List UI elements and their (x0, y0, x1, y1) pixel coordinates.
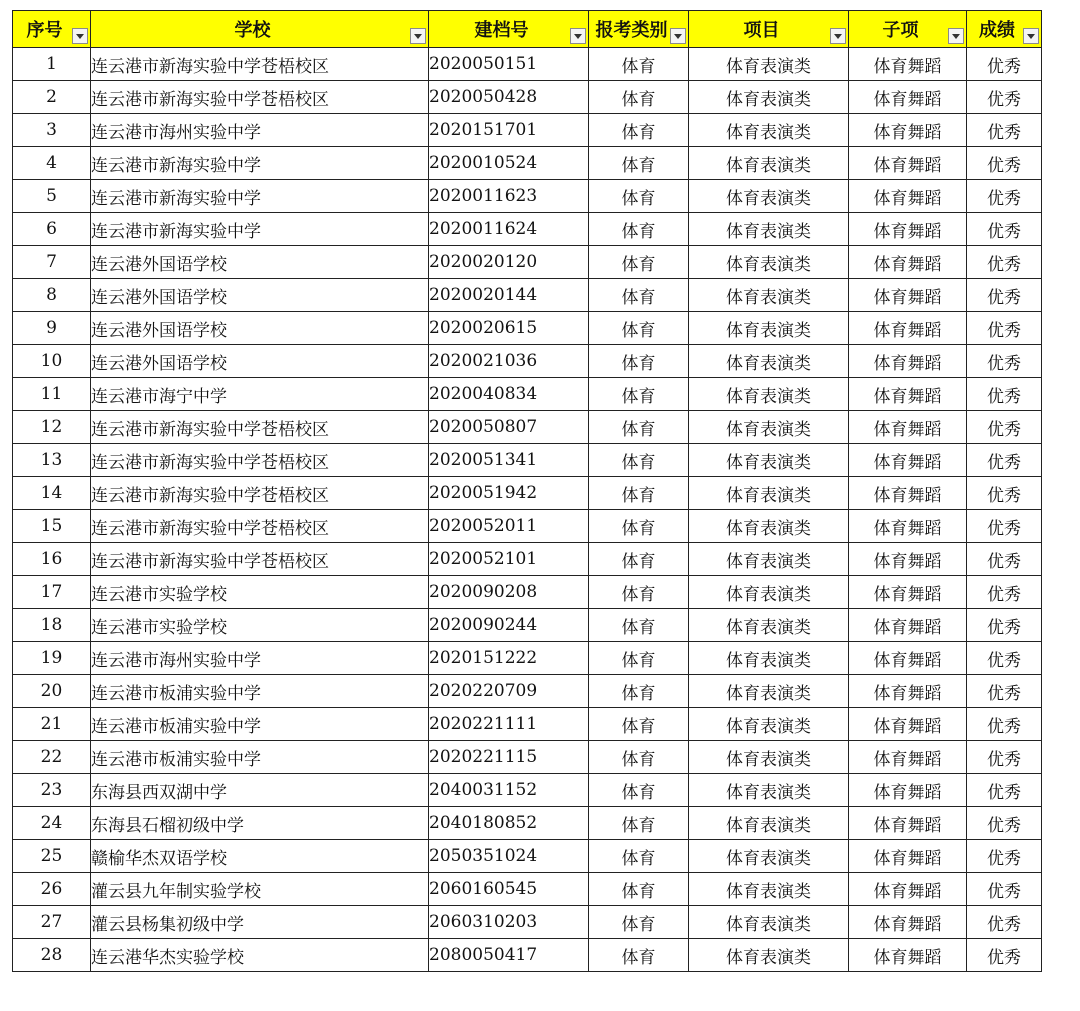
cell-category[interactable]: 体育 (589, 180, 689, 213)
cell-subitem[interactable]: 体育舞蹈 (849, 510, 967, 543)
cell-score[interactable]: 优秀 (967, 147, 1042, 180)
cell-subitem[interactable]: 体育舞蹈 (849, 48, 967, 81)
table-row (13, 444, 1042, 477)
filter-dropdown-icon[interactable] (1023, 28, 1039, 44)
table-row (13, 675, 1042, 708)
cell-category[interactable]: 体育 (589, 81, 689, 114)
table-row (13, 246, 1042, 279)
cell-file-no[interactable]: 2020050807 (429, 411, 589, 444)
cell-subitem[interactable]: 体育舞蹈 (849, 939, 967, 972)
cell-category[interactable]: 体育 (589, 411, 689, 444)
header-cell-school[interactable] (91, 11, 429, 48)
cell-score[interactable]: 优秀 (967, 873, 1042, 906)
table-row (13, 510, 1042, 543)
cell-score[interactable]: 优秀 (967, 576, 1042, 609)
cell-item[interactable]: 体育表演类 (689, 807, 849, 840)
table-row (13, 609, 1042, 642)
table-row (13, 48, 1042, 81)
table-row (13, 906, 1042, 939)
cell-item[interactable]: 体育表演类 (689, 543, 849, 576)
cell-item[interactable]: 体育表演类 (689, 444, 849, 477)
filter-dropdown-icon[interactable] (670, 28, 686, 44)
cell-category[interactable]: 体育 (589, 609, 689, 642)
cell-category[interactable]: 体育 (589, 246, 689, 279)
cell-category[interactable]: 体育 (589, 444, 689, 477)
cell-file-no[interactable]: 2020011623 (429, 180, 589, 213)
cell-serial-no[interactable]: 1 (13, 48, 91, 81)
header-label: 子项 (882, 20, 919, 41)
cell-serial-no[interactable]: 8 (13, 279, 91, 312)
table-row (13, 576, 1042, 609)
table-row (13, 939, 1042, 972)
cell-score[interactable]: 优秀 (967, 114, 1042, 147)
cell-serial-no[interactable]: 20 (13, 675, 91, 708)
cell-file-no[interactable]: 2020151222 (429, 642, 589, 675)
cell-category[interactable]: 体育 (589, 840, 689, 873)
cell-file-no[interactable]: 2020051341 (429, 444, 589, 477)
cell-item[interactable]: 体育表演类 (689, 48, 849, 81)
cell-subitem[interactable]: 体育舞蹈 (849, 840, 967, 873)
cell-subitem[interactable]: 体育舞蹈 (849, 246, 967, 279)
cell-subitem[interactable]: 体育舞蹈 (849, 543, 967, 576)
cell-serial-no[interactable]: 17 (13, 576, 91, 609)
header-label: 学校 (234, 20, 271, 41)
header-row (13, 11, 1042, 48)
table-row (13, 213, 1042, 246)
header-label: 项目 (743, 20, 780, 41)
cell-school[interactable]: 连云港外国语学校 (91, 246, 429, 279)
cell-item[interactable]: 体育表演类 (689, 510, 849, 543)
cell-serial-no[interactable]: 5 (13, 180, 91, 213)
table-row (13, 708, 1042, 741)
cell-school[interactable]: 连云港市新海实验中学苍梧校区 (91, 510, 429, 543)
cell-serial-no[interactable]: 25 (13, 840, 91, 873)
cell-school[interactable]: 连云港市新海实验中学 (91, 213, 429, 246)
cell-school[interactable]: 连云港市新海实验中学苍梧校区 (91, 48, 429, 81)
header-label: 建档号 (474, 20, 529, 41)
cell-serial-no[interactable]: 27 (13, 906, 91, 939)
cell-score[interactable]: 优秀 (967, 642, 1042, 675)
cell-score[interactable]: 优秀 (967, 312, 1042, 345)
cell-item[interactable]: 体育表演类 (689, 477, 849, 510)
header-cell-category[interactable] (589, 11, 689, 48)
cell-score[interactable]: 优秀 (967, 708, 1042, 741)
table-row (13, 345, 1042, 378)
cell-file-no[interactable]: 2050351024 (429, 840, 589, 873)
table-row (13, 411, 1042, 444)
cell-file-no[interactable]: 2080050417 (429, 939, 589, 972)
cell-subitem[interactable]: 体育舞蹈 (849, 444, 967, 477)
cell-category[interactable]: 体育 (589, 708, 689, 741)
header-cell-file-no[interactable] (429, 11, 589, 48)
header-label: 序号 (26, 20, 63, 41)
table-row (13, 807, 1042, 840)
cell-school[interactable]: 连云港市新海实验中学苍梧校区 (91, 411, 429, 444)
cell-category[interactable]: 体育 (589, 642, 689, 675)
cell-score[interactable]: 优秀 (967, 378, 1042, 411)
cell-subitem[interactable]: 体育舞蹈 (849, 147, 967, 180)
cell-item[interactable]: 体育表演类 (689, 147, 849, 180)
cell-score[interactable]: 优秀 (967, 543, 1042, 576)
cell-score[interactable]: 优秀 (967, 906, 1042, 939)
cell-school[interactable]: 连云港市板浦实验中学 (91, 708, 429, 741)
cell-file-no[interactable]: 2020020144 (429, 279, 589, 312)
header-cell-subitem[interactable] (849, 11, 967, 48)
cell-serial-no[interactable]: 4 (13, 147, 91, 180)
cell-school[interactable]: 连云港市实验学校 (91, 609, 429, 642)
cell-score[interactable]: 优秀 (967, 675, 1042, 708)
cell-subitem[interactable]: 体育舞蹈 (849, 312, 967, 345)
cell-school[interactable]: 连云港市新海实验中学苍梧校区 (91, 477, 429, 510)
header-label: 报考类别 (595, 20, 668, 41)
cell-category[interactable]: 体育 (589, 576, 689, 609)
cell-subitem[interactable]: 体育舞蹈 (849, 477, 967, 510)
cell-item[interactable]: 体育表演类 (689, 609, 849, 642)
cell-category[interactable]: 体育 (589, 774, 689, 807)
cell-category[interactable]: 体育 (589, 213, 689, 246)
cell-serial-no[interactable]: 28 (13, 939, 91, 972)
cell-file-no[interactable]: 2020221115 (429, 741, 589, 774)
cell-score[interactable]: 优秀 (967, 807, 1042, 840)
table-body (13, 48, 1042, 972)
cell-school[interactable]: 连云港华杰实验学校 (91, 939, 429, 972)
cell-item[interactable]: 体育表演类 (689, 180, 849, 213)
cell-category[interactable]: 体育 (589, 510, 689, 543)
cell-school[interactable]: 连云港市新海实验中学苍梧校区 (91, 543, 429, 576)
cell-subitem[interactable]: 体育舞蹈 (849, 345, 967, 378)
cell-serial-no[interactable]: 6 (13, 213, 91, 246)
cell-school[interactable]: 连云港市海宁中学 (91, 378, 429, 411)
cell-school[interactable]: 连云港市海州实验中学 (91, 642, 429, 675)
cell-item[interactable]: 体育表演类 (689, 279, 849, 312)
cell-file-no[interactable]: 2020090244 (429, 609, 589, 642)
cell-file-no[interactable]: 2020052011 (429, 510, 589, 543)
cell-file-no[interactable]: 2020040834 (429, 378, 589, 411)
table-row (13, 312, 1042, 345)
filter-dropdown-icon[interactable] (830, 28, 846, 44)
cell-item[interactable]: 体育表演类 (689, 378, 849, 411)
cell-serial-no[interactable]: 18 (13, 609, 91, 642)
cell-serial-no[interactable]: 22 (13, 741, 91, 774)
cell-subitem[interactable]: 体育舞蹈 (849, 81, 967, 114)
cell-serial-no[interactable]: 23 (13, 774, 91, 807)
cell-school[interactable]: 灌云县杨集初级中学 (91, 906, 429, 939)
cell-file-no[interactable]: 2040180852 (429, 807, 589, 840)
cell-file-no[interactable]: 2020021036 (429, 345, 589, 378)
cell-serial-no[interactable]: 11 (13, 378, 91, 411)
cell-serial-no[interactable]: 14 (13, 477, 91, 510)
cell-school[interactable]: 连云港市海州实验中学 (91, 114, 429, 147)
cell-school[interactable]: 连云港市板浦实验中学 (91, 741, 429, 774)
cell-subitem[interactable]: 体育舞蹈 (849, 378, 967, 411)
cell-school[interactable]: 东海县西双湖中学 (91, 774, 429, 807)
cell-school[interactable]: 东海县石榴初级中学 (91, 807, 429, 840)
cell-serial-no[interactable]: 13 (13, 444, 91, 477)
cell-item[interactable]: 体育表演类 (689, 246, 849, 279)
cell-category[interactable]: 体育 (589, 114, 689, 147)
cell-file-no[interactable]: 2020090208 (429, 576, 589, 609)
table-row (13, 741, 1042, 774)
cell-school[interactable]: 连云港市板浦实验中学 (91, 675, 429, 708)
filter-dropdown-icon[interactable] (72, 28, 88, 44)
cell-subitem[interactable]: 体育舞蹈 (849, 873, 967, 906)
filter-dropdown-icon[interactable] (410, 28, 426, 44)
header-cell-no[interactable] (13, 11, 91, 48)
cell-score[interactable]: 优秀 (967, 609, 1042, 642)
cell-score[interactable]: 优秀 (967, 510, 1042, 543)
cell-school[interactable]: 赣榆华杰双语学校 (91, 840, 429, 873)
table-row (13, 642, 1042, 675)
cell-file-no[interactable]: 2020051942 (429, 477, 589, 510)
cell-file-no[interactable]: 2020050428 (429, 81, 589, 114)
cell-school[interactable]: 连云港市新海实验中学苍梧校区 (91, 81, 429, 114)
cell-item[interactable]: 体育表演类 (689, 741, 849, 774)
table-row (13, 840, 1042, 873)
cell-category[interactable]: 体育 (589, 873, 689, 906)
cell-category[interactable]: 体育 (589, 741, 689, 774)
table-row (13, 543, 1042, 576)
cell-subitem[interactable]: 体育舞蹈 (849, 114, 967, 147)
header-cell-score[interactable] (967, 11, 1042, 48)
filter-dropdown-icon[interactable] (570, 28, 586, 44)
cell-subitem[interactable]: 体育舞蹈 (849, 906, 967, 939)
cell-item[interactable]: 体育表演类 (689, 906, 849, 939)
cell-item[interactable]: 体育表演类 (689, 345, 849, 378)
cell-item[interactable]: 体育表演类 (689, 774, 849, 807)
cell-score[interactable]: 优秀 (967, 741, 1042, 774)
cell-serial-no[interactable]: 15 (13, 510, 91, 543)
cell-school[interactable]: 连云港外国语学校 (91, 345, 429, 378)
cell-subitem[interactable]: 体育舞蹈 (849, 774, 967, 807)
cell-serial-no[interactable]: 16 (13, 543, 91, 576)
cell-item[interactable]: 体育表演类 (689, 642, 849, 675)
cell-category[interactable]: 体育 (589, 675, 689, 708)
cell-serial-no[interactable]: 21 (13, 708, 91, 741)
cell-subitem[interactable]: 体育舞蹈 (849, 279, 967, 312)
cell-school[interactable]: 连云港市新海实验中学 (91, 180, 429, 213)
table-row (13, 147, 1042, 180)
cell-file-no[interactable]: 2060160545 (429, 873, 589, 906)
table-row (13, 114, 1042, 147)
cell-serial-no[interactable]: 26 (13, 873, 91, 906)
cell-serial-no[interactable]: 3 (13, 114, 91, 147)
cell-school[interactable]: 连云港市实验学校 (91, 576, 429, 609)
cell-item[interactable]: 体育表演类 (689, 312, 849, 345)
cell-category[interactable]: 体育 (589, 906, 689, 939)
header-label: 成绩 (979, 20, 1015, 41)
table-row (13, 378, 1042, 411)
filter-dropdown-icon[interactable] (948, 28, 964, 44)
cell-item[interactable]: 体育表演类 (689, 576, 849, 609)
cell-score[interactable]: 优秀 (967, 81, 1042, 114)
cell-subitem[interactable]: 体育舞蹈 (849, 741, 967, 774)
cell-subitem[interactable]: 体育舞蹈 (849, 411, 967, 444)
cell-category[interactable]: 体育 (589, 477, 689, 510)
cell-file-no[interactable]: 2020020120 (429, 246, 589, 279)
cell-score[interactable]: 优秀 (967, 180, 1042, 213)
cell-file-no[interactable]: 2020220709 (429, 675, 589, 708)
cell-score[interactable]: 优秀 (967, 246, 1042, 279)
cell-category[interactable]: 体育 (589, 807, 689, 840)
cell-file-no[interactable]: 2040031152 (429, 774, 589, 807)
cell-serial-no[interactable]: 9 (13, 312, 91, 345)
table-row (13, 81, 1042, 114)
cell-subitem[interactable]: 体育舞蹈 (849, 642, 967, 675)
cell-score[interactable]: 优秀 (967, 411, 1042, 444)
cell-score[interactable]: 优秀 (967, 840, 1042, 873)
cell-score[interactable]: 优秀 (967, 444, 1042, 477)
cell-file-no[interactable]: 2020011624 (429, 213, 589, 246)
results-table (12, 10, 1042, 972)
cell-file-no[interactable]: 2020020615 (429, 312, 589, 345)
header-cell-item[interactable] (689, 11, 849, 48)
cell-school[interactable]: 连云港市新海实验中学 (91, 147, 429, 180)
cell-file-no[interactable]: 2020010524 (429, 147, 589, 180)
table-row (13, 180, 1042, 213)
cell-subitem[interactable]: 体育舞蹈 (849, 576, 967, 609)
cell-item[interactable]: 体育表演类 (689, 873, 849, 906)
cell-item[interactable]: 体育表演类 (689, 840, 849, 873)
cell-serial-no[interactable]: 19 (13, 642, 91, 675)
cell-serial-no[interactable]: 12 (13, 411, 91, 444)
cell-item[interactable]: 体育表演类 (689, 708, 849, 741)
cell-subitem[interactable]: 体育舞蹈 (849, 180, 967, 213)
cell-category[interactable]: 体育 (589, 279, 689, 312)
table-row (13, 873, 1042, 906)
cell-item[interactable]: 体育表演类 (689, 81, 849, 114)
cell-item[interactable]: 体育表演类 (689, 675, 849, 708)
cell-score[interactable]: 优秀 (967, 345, 1042, 378)
cell-serial-no[interactable]: 7 (13, 246, 91, 279)
cell-category[interactable]: 体育 (589, 48, 689, 81)
cell-subitem[interactable]: 体育舞蹈 (849, 807, 967, 840)
cell-score[interactable]: 优秀 (967, 939, 1042, 972)
cell-file-no[interactable]: 2020151701 (429, 114, 589, 147)
cell-score[interactable]: 优秀 (967, 279, 1042, 312)
cell-score[interactable]: 优秀 (967, 48, 1042, 81)
cell-school[interactable]: 连云港外国语学校 (91, 312, 429, 345)
cell-subitem[interactable]: 体育舞蹈 (849, 675, 967, 708)
cell-subitem[interactable]: 体育舞蹈 (849, 708, 967, 741)
cell-score[interactable]: 优秀 (967, 774, 1042, 807)
cell-category[interactable]: 体育 (589, 312, 689, 345)
cell-category[interactable]: 体育 (589, 939, 689, 972)
table-row (13, 774, 1042, 807)
cell-school[interactable]: 连云港市新海实验中学苍梧校区 (91, 444, 429, 477)
cell-category[interactable]: 体育 (589, 345, 689, 378)
cell-serial-no[interactable]: 24 (13, 807, 91, 840)
cell-school[interactable]: 灌云县九年制实验学校 (91, 873, 429, 906)
cell-item[interactable]: 体育表演类 (689, 411, 849, 444)
cell-item[interactable]: 体育表演类 (689, 114, 849, 147)
table-row (13, 279, 1042, 312)
cell-subitem[interactable]: 体育舞蹈 (849, 609, 967, 642)
cell-category[interactable]: 体育 (589, 543, 689, 576)
cell-file-no[interactable]: 2020052101 (429, 543, 589, 576)
cell-file-no[interactable]: 2020221111 (429, 708, 589, 741)
cell-score[interactable]: 优秀 (967, 477, 1042, 510)
cell-category[interactable]: 体育 (589, 378, 689, 411)
cell-item[interactable]: 体育表演类 (689, 939, 849, 972)
cell-item[interactable]: 体育表演类 (689, 213, 849, 246)
cell-subitem[interactable]: 体育舞蹈 (849, 213, 967, 246)
cell-score[interactable]: 优秀 (967, 213, 1042, 246)
cell-file-no[interactable]: 2020050151 (429, 48, 589, 81)
cell-category[interactable]: 体育 (589, 147, 689, 180)
cell-serial-no[interactable]: 10 (13, 345, 91, 378)
table-row (13, 477, 1042, 510)
cell-school[interactable]: 连云港外国语学校 (91, 279, 429, 312)
cell-serial-no[interactable]: 2 (13, 81, 91, 114)
cell-file-no[interactable]: 2060310203 (429, 906, 589, 939)
